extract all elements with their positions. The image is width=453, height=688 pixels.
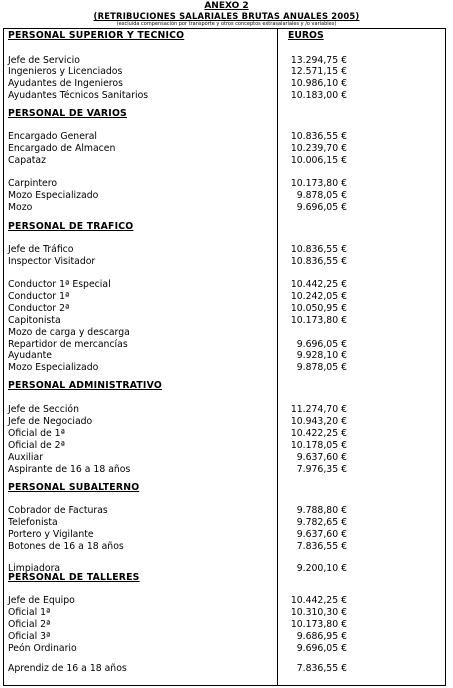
- job-title: Capitonista: [8, 315, 61, 326]
- job-title: Oficial de 1ª: [8, 428, 65, 439]
- salary-amount: 9.878,05 €: [296, 190, 347, 201]
- job-title: Mozo Especializado: [8, 190, 99, 201]
- job-title: Encargado de Almacen: [8, 143, 116, 154]
- job-title: Auxiliar: [8, 452, 44, 463]
- job-title: Ayudantes de Ingenieros: [8, 78, 123, 89]
- job-title: Encargado General: [8, 131, 98, 142]
- job-title: Ingenieros y Licenciados: [8, 66, 123, 77]
- salary-amount: 10.943,20 €: [290, 416, 347, 427]
- salary-amount: 9.696,05 €: [296, 339, 347, 350]
- job-title: Jefe de Servicio: [8, 55, 80, 66]
- job-title: Jefe de Sección: [8, 404, 79, 415]
- job-title: Portero y Vigilante: [8, 529, 94, 540]
- job-title: Conductor 1ª: [8, 291, 70, 302]
- salary-amount: 9.696,05 €: [296, 202, 347, 213]
- euros-column-header: EUROS: [288, 30, 324, 41]
- job-title: Oficial 3ª: [8, 631, 51, 642]
- salary-amount: 10.836,55 €: [290, 256, 347, 267]
- salary-amount: 9.686,95 €: [296, 631, 347, 642]
- job-title: Aspirante de 16 a 18 años: [8, 464, 131, 475]
- annex-title: ANEXO 2: [204, 1, 249, 11]
- salary-amount: 10.442,25 €: [290, 595, 347, 606]
- job-title: Jefe de Tráfico: [8, 244, 74, 255]
- column-divider: [277, 28, 278, 686]
- salary-amount: 9.637,60 €: [296, 452, 347, 463]
- salary-amount: 10.836,55 €: [290, 131, 347, 142]
- salary-amount: 9.637,60 €: [296, 529, 347, 540]
- section-heading: PERSONAL DE TALLERES: [8, 572, 140, 583]
- job-title: Carpintero: [8, 178, 58, 189]
- salary-amount: 10.242,05 €: [290, 291, 347, 302]
- job-title: Oficial de 2ª: [8, 440, 65, 451]
- salary-amount: 10.239,70 €: [290, 143, 347, 154]
- section-heading: PERSONAL SUBALTERNO: [8, 482, 140, 493]
- job-title: Oficial 1ª: [8, 607, 51, 618]
- job-title: Conductor 1ª Especial: [8, 279, 111, 290]
- job-title: Cobrador de Facturas: [8, 505, 108, 516]
- job-title: Mozo: [8, 202, 33, 213]
- table-frame: [3, 28, 446, 686]
- annex-note: (excluida compensación por transporte y otros conceptos extrasalariales y /o variables): [116, 21, 337, 27]
- job-title: Oficial 2ª: [8, 619, 51, 630]
- salary-amount: 10.442,25 €: [290, 279, 347, 290]
- salary-amount: 7.836,55 €: [296, 541, 347, 552]
- job-title: Mozo Especializado: [8, 362, 99, 373]
- job-title: Ayudante: [8, 350, 52, 361]
- salary-amount: 9.928,10 €: [296, 350, 347, 361]
- salary-amount: 10.422,25 €: [290, 428, 347, 439]
- salary-amount: 10.178,05 €: [290, 440, 347, 451]
- salary-amount: 7.836,55 €: [296, 663, 347, 674]
- job-title: Capataz: [8, 155, 47, 166]
- job-title: Aprendiz de 16 a 18 años: [8, 663, 127, 674]
- salary-amount: 13.294,75 €: [290, 55, 347, 66]
- salary-amount: 9.782,65 €: [296, 517, 347, 528]
- job-title: Mozo de carga y descarga: [8, 327, 130, 338]
- salary-amount: 10.006,15 €: [290, 155, 347, 166]
- job-title: Jefe de Equipo: [8, 595, 75, 606]
- salary-amount: 9.788,80 €: [296, 505, 347, 516]
- job-title: Botones de 16 a 18 años: [8, 541, 124, 552]
- salary-amount: 11.274,70 €: [290, 404, 347, 415]
- job-title: Telefonista: [8, 517, 58, 528]
- salary-amount: 10.173,80 €: [290, 178, 347, 189]
- salary-amount: 9.200,10 €: [296, 563, 347, 574]
- salary-amount: 9.878,05 €: [296, 362, 347, 373]
- job-title: Peón Ordinario: [8, 643, 77, 654]
- salary-amount: 10.050,95 €: [290, 303, 347, 314]
- salary-amount: 10.183,00 €: [290, 90, 347, 101]
- job-title: Inspector Visitador: [8, 256, 96, 267]
- section-heading: PERSONAL DE TRAFICO: [8, 221, 134, 232]
- salary-amount: 7.976,35 €: [296, 464, 347, 475]
- job-title: Jefe de Negociado: [8, 416, 93, 427]
- salary-amount: 10.986,10 €: [290, 78, 347, 89]
- job-title: Limpiadora: [8, 563, 61, 574]
- job-title: Repartidor de mercancías: [8, 339, 128, 350]
- salary-amount: 10.310,30 €: [290, 607, 347, 618]
- job-title: Ayudantes Técnicos Sanitarios: [8, 90, 149, 101]
- section-heading: PERSONAL SUPERIOR Y TECNICO: [8, 30, 185, 41]
- job-title: Conductor 2ª: [8, 303, 70, 314]
- salary-amount: [280, 327, 347, 339]
- annex-subtitle: (RETRIBUCIONES SALARIALES BRUTAS ANUALES 2005): [93, 11, 360, 21]
- section-heading: PERSONAL DE VARIOS: [8, 108, 127, 119]
- section-heading: PERSONAL ADMINISTRATIVO: [8, 380, 162, 391]
- salary-amount: 12.571,15 €: [290, 66, 347, 77]
- salary-amount: 10.173,80 €: [290, 619, 347, 630]
- salary-amount: 10.173,80 €: [290, 315, 347, 326]
- salary-amount: 9.696,05 €: [296, 643, 347, 654]
- salary-amount: 10.836,55 €: [290, 244, 347, 255]
